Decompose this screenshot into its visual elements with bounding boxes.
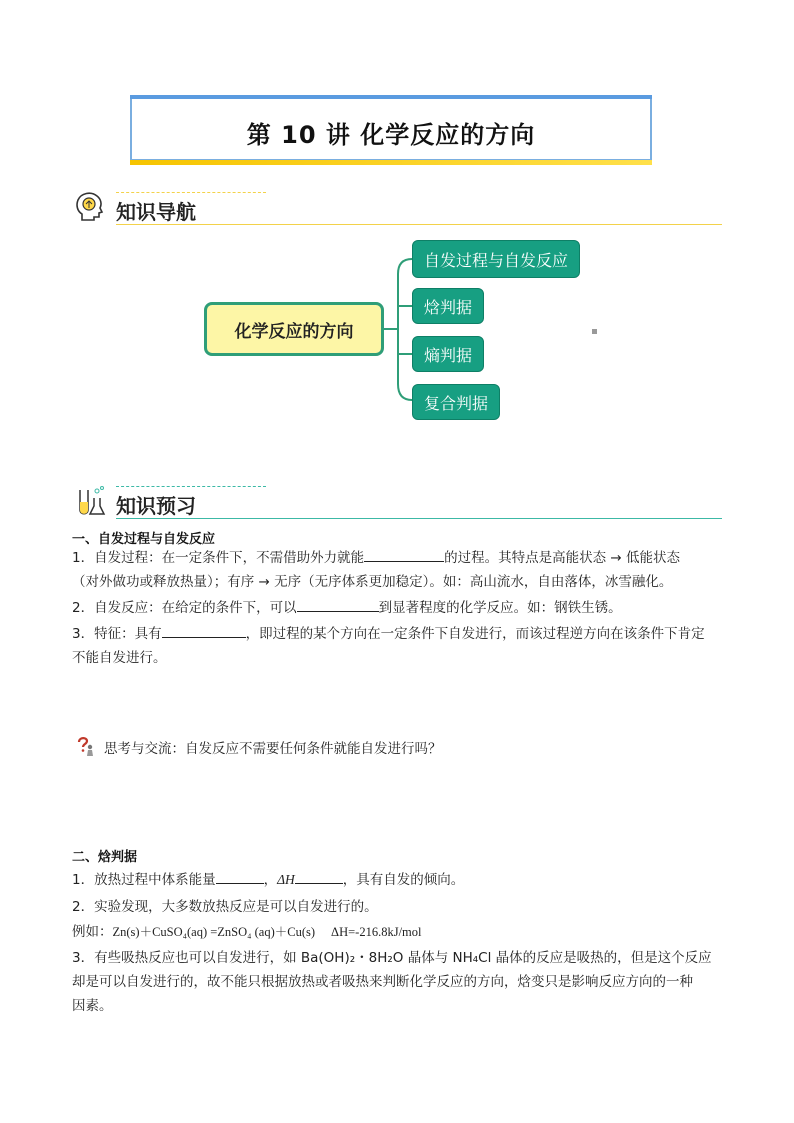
fill-blank[interactable] — [295, 869, 343, 884]
part2-p3c: 因素。 — [72, 998, 113, 1014]
preview-section-header — [70, 484, 722, 524]
part2-p1b: ， — [263, 872, 278, 888]
part1-p2a: 2．自发反应：在给定的条件下，可以 — [72, 600, 297, 616]
part2-example-equation: Zn(s)＋CuSO₄(aq) =ZnSO₄ (aq)＋Cu(s) — [112, 925, 316, 939]
part2-p3a: 3．有些吸热反应也可以自发进行，如 Ba(OH)₂・8H₂O 晶体与 NH₄Cl 晶体的反应是吸热的，但是这个反应 — [72, 950, 712, 966]
fill-blank[interactable] — [364, 547, 444, 562]
part1-paragraph-1 — [72, 546, 724, 594]
part1-p2b: 到显著程度的化学反应。如：钢铁生锈。 — [378, 600, 622, 616]
mindmap-branch-entropy: 熵判据 — [412, 336, 484, 372]
part2-p1d: ，具有自发的倾向。 — [342, 872, 465, 888]
preview-section-label: 知识预习 — [116, 494, 196, 518]
nav-section-header — [70, 190, 722, 230]
part2-p3b: 却是可以自发进行的，故不能只根据放热或者吸热来判断化学反应的方向，焓变只是影响反应方向的一种 — [72, 974, 693, 990]
fill-blank[interactable] — [216, 869, 264, 884]
page-title: 第 10 讲 化学反应的方向 — [246, 121, 536, 149]
mindmap-center-node: 化学反应的方向 — [204, 302, 384, 356]
part1-p3a: 3．特征：具有 — [72, 626, 162, 642]
part1-p1b: 的过程。其特点是高能状态 → 低能状态 — [444, 550, 680, 566]
part2-paragraph-3 — [72, 946, 724, 1018]
stray-dot — [592, 329, 597, 334]
nav-section-label: 知识导航 — [116, 200, 196, 224]
preview-header-topline — [116, 486, 266, 487]
part1-heading: 一、自发过程与自发反应 — [72, 532, 216, 547]
part2-example-label: 例如： — [72, 924, 113, 940]
part1-paragraph-3 — [72, 622, 724, 670]
nav-header-underline — [116, 224, 722, 225]
flask-icon — [72, 484, 106, 518]
mindmap-branch-combined: 复合判据 — [412, 384, 500, 420]
part1-p1a: 1．自发过程：在一定条件下，不需借助外力就能 — [72, 550, 365, 566]
part2-example-delta-h: ΔH=-216.8kJ/mol — [331, 925, 422, 939]
part1-paragraph-2 — [72, 596, 724, 620]
mindmap-branch-spontaneous: 自发过程与自发反应 — [412, 240, 580, 278]
head-bulb-icon — [72, 190, 106, 224]
part2-paragraph-1 — [72, 868, 724, 892]
question-person-icon — [74, 735, 96, 757]
nav-header-topline — [116, 192, 266, 193]
think-discuss-text: 思考与交流：自发反应不需要任何条件就能自发进行吗？ — [104, 741, 442, 757]
title-box — [130, 95, 652, 161]
fill-blank[interactable] — [162, 623, 246, 638]
part2-paragraph-2: 2．实验发现，大多数放热反应是可以自发进行的。 — [72, 899, 378, 915]
part2-example — [72, 920, 724, 944]
part2-delta-h: ΔH — [277, 872, 295, 887]
part2-heading: 二、焓判据 — [72, 850, 138, 865]
part1-p3c: 不能自发进行。 — [72, 650, 167, 666]
part1-p3b: ，即过程的某个方向在一定条件下自发进行，而该过程逆方向在该条件下肯定 — [245, 626, 705, 642]
mindmap-branch-enthalpy: 焓判据 — [412, 288, 484, 324]
part2-p1a: 1．放热过程中体系能量 — [72, 872, 216, 888]
part1-p1c: （对外做功或释放热量）；有序 → 无序（无序体系更加稳定）。如：高山流水，自由落体，冰雪融化。 — [72, 574, 673, 590]
preview-header-underline — [116, 518, 722, 519]
fill-blank[interactable] — [297, 597, 379, 612]
